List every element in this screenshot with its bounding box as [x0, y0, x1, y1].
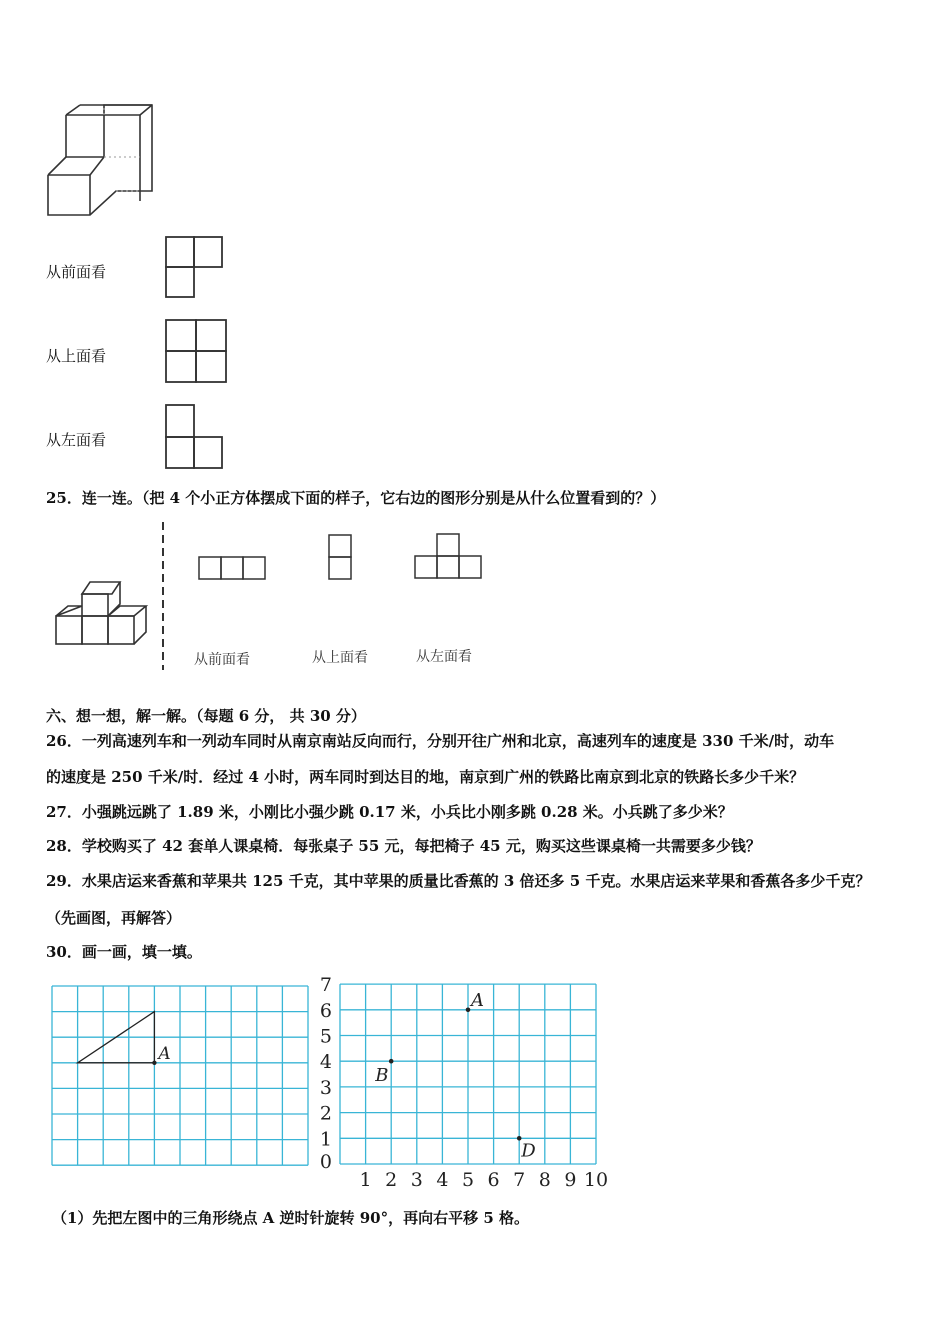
q25-label-top: 从上面看 [312, 650, 368, 666]
x-tick-label: 8 [538, 1169, 551, 1191]
q25-shape-3 [414, 533, 484, 581]
y-tick-label: 4 [319, 1051, 332, 1074]
q30-sub1: （1）先把左图中的三角形绕点 A 逆时针旋转 90°，再向右平移 5 格。 [52, 1209, 529, 1227]
y-tick-label: 6 [319, 999, 332, 1022]
q26-line1: 26．一列高速列车和一列动车同时从南京南站反向而行，分别开往广州和北京，高速列车的速度是 330 千米/时，动车 [46, 732, 835, 750]
q24-view-front-label: 从前面看 [46, 263, 107, 281]
point-b [389, 1059, 394, 1064]
cube-stack-figure [40, 95, 170, 225]
q30-question: 30．画一画，填一填。 [46, 943, 202, 961]
point-a [152, 1061, 156, 1065]
y-tick-label: 1 [319, 1128, 332, 1151]
y-tick-label: 7 [319, 974, 332, 997]
q25-question: 25．连一连。（把 4 个小正方体摆成下面的样子，它右边的图形分别是从什么位置看到的？） [46, 489, 666, 507]
y-tick-label: 3 [319, 1076, 332, 1099]
point-a-label: A [158, 1043, 171, 1064]
q25-shape-2 [328, 534, 354, 582]
q25-cube-figure [52, 578, 152, 650]
x-tick-label: 10 [583, 1169, 609, 1191]
x-tick-label: 6 [487, 1169, 500, 1191]
point-a [466, 1008, 471, 1013]
y-tick-label: 5 [319, 1025, 332, 1048]
x-tick-label: 7 [513, 1169, 526, 1191]
point-b-label: B [375, 1065, 389, 1087]
q28-question: 28．学校购买了 42 套单人课桌椅．每张桌子 55 元，每把椅子 45 元，购买这些课桌椅一共需要多少钱？ [46, 837, 761, 855]
q29-line1: 29．水果店运来香蕉和苹果共 125 千克，其中苹果的质量比香蕉的 3 倍还多 5 千克。水果店运来苹果和香蕉各多少千克？ [46, 872, 871, 890]
q24-view-left-shape [164, 403, 226, 471]
q27-question: 27．小强跳远跳了 1.89 米，小刚比小强少跳 0.17 米，小兵比小刚多跳 0.28 米。小兵跳了多少米？ [46, 803, 733, 821]
x-tick-label: 9 [564, 1169, 577, 1191]
q30-left-grid [50, 984, 310, 1168]
y-tick-label: 2 [319, 1102, 332, 1125]
q25-label-left: 从左面看 [416, 649, 472, 665]
section6-heading: 六、想一想，解一解。（每题 6 分， 共 30 分） [46, 707, 366, 725]
x-tick-label: 4 [436, 1169, 449, 1191]
q30-coordinate-grid [318, 968, 618, 1190]
q25-divider [160, 522, 166, 670]
point-d-label: D [521, 1140, 536, 1162]
y-tick-label: 0 [319, 1151, 332, 1173]
q24-view-front-shape [164, 235, 224, 300]
q24-view-top-shape [164, 318, 228, 384]
q25-label-front: 从前面看 [194, 652, 250, 668]
q26-line2: 的速度是 250 千米/时．经过 4 小时，两车同时到达目的地，南京到广州的铁路比南京到北京的铁路长多少千米？ [46, 768, 805, 786]
point-a-label: A [471, 989, 484, 1011]
x-tick-label: 3 [410, 1169, 423, 1191]
q24-view-left-label: 从左面看 [46, 431, 107, 449]
x-tick-label: 2 [385, 1169, 398, 1191]
q25-shape-1 [198, 556, 266, 582]
q29-line2: （先画图，再解答） [46, 909, 182, 927]
x-tick-label: 5 [461, 1169, 475, 1191]
q24-view-top-label: 从上面看 [46, 347, 107, 365]
x-tick-label: 1 [359, 1169, 372, 1191]
